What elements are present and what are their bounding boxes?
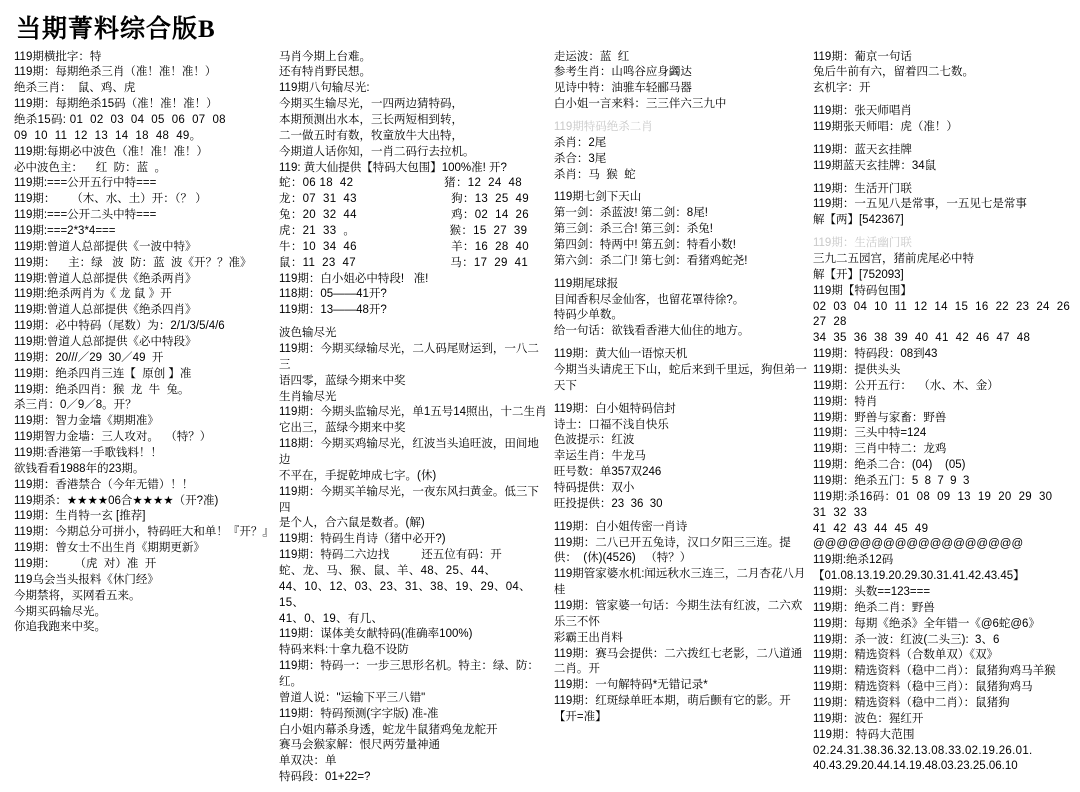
line: 119期:曾道人总部提供《一波中特》 bbox=[14, 240, 197, 253]
line: 白小姐内幕杀身透，蛇龙牛鼠猪鸡兔龙舵开 bbox=[279, 723, 498, 736]
line: 欲钱看看1988年的23期。 bbox=[14, 462, 145, 475]
line: 119期：公开五行： （水、木、金） bbox=[812, 379, 999, 392]
line: 见诗中特：油骓车轻郦马器 bbox=[553, 82, 692, 95]
line: 119期：13——48开? bbox=[279, 304, 387, 317]
line: 09 10 11 12 13 14 18 48 49。 bbox=[14, 129, 202, 142]
line: @@@@@@@@@@@@@@@@@@ bbox=[812, 538, 1024, 551]
line: 02 03 04 10 11 12 14 15 16 22 23 24 26 27 28 bbox=[812, 300, 1078, 329]
line: 119期：三头中特=124 bbox=[812, 427, 927, 440]
line: 119期：智力金墙《期期准》 bbox=[14, 415, 159, 428]
line: 119期：蓝天玄挂牌 bbox=[812, 143, 912, 156]
line: 119期：特码预测(字字版) 准-准 bbox=[279, 707, 439, 720]
line: 给一句话：欲钱看香港大仙住的地方。 bbox=[553, 325, 750, 338]
line: 118期：05——41开? bbox=[279, 288, 387, 301]
line: 119期：一句解特码*无错记录* bbox=[553, 679, 708, 692]
line: 40.43.29.20.44.14.19.48.03.23.25.06.10 bbox=[812, 760, 1018, 773]
line: 119期杀：★★★★06合★★★★（开?准) bbox=[14, 494, 219, 507]
line: 119期：生活开门联 bbox=[812, 182, 912, 195]
line: 杀合：3尾 bbox=[553, 152, 607, 165]
line: 虎：21 33 。 猴：15 27 39 bbox=[279, 224, 528, 237]
column-3 bbox=[554, 50, 813, 726]
line: 119期：三肖中特二：龙鸡 bbox=[812, 443, 947, 456]
line: 02.24.31.38.36.32.13.08.33.02.19.26.01. bbox=[812, 744, 1033, 757]
line: 119期：管家婆一句话：今期生法有红波，二六欢乐三不怀 bbox=[553, 600, 803, 628]
line: 彩霸王出肖料 bbox=[553, 631, 623, 644]
line: 119期：每期《绝杀》全年错一《@6蛇@6》 bbox=[812, 617, 1040, 630]
line: 119期：每期绝杀三肖（准！准！准！） bbox=[14, 66, 217, 79]
line: 119期智力金墙：三人攻对。 （特？） bbox=[14, 431, 212, 444]
line: 语四零，蓝绿今期来中奖 bbox=[279, 374, 406, 387]
line: 119期：今期总分可拼小，特码旺大和单！『开？』 bbox=[14, 526, 274, 539]
line: 119期：二八已开五兔诗，汉口夕阳三三连。提供： (休)(4526) （特？） bbox=[553, 536, 791, 565]
line: 119期:曾道人总部提供《绝杀两肖》 bbox=[14, 272, 197, 285]
line: 119期：一五见八是常事，一五见七是常事 bbox=[812, 198, 1027, 211]
line: 生肖输尽光 bbox=[279, 390, 337, 403]
line: 119期管家婆水机:闻远秋水三连三，二月杏花八月桂 bbox=[553, 568, 806, 597]
line: 119期：每期绝杀15码（准！准！准！） bbox=[14, 98, 218, 111]
line: 119期：绝杀四肖：猴 龙 牛 兔。 bbox=[14, 383, 190, 396]
line: 白小姐一言来料：三三伴六三九中 bbox=[553, 98, 727, 111]
line: 第一剑：杀蓝波! 第二剑：8尾! bbox=[553, 207, 708, 220]
line: 119期：特码大范围 bbox=[812, 728, 915, 741]
line: 119期：精选资料（稳中三肖）：鼠猪狗鸡马 bbox=[812, 681, 1033, 694]
line: 今期买码输尽光。 bbox=[14, 605, 106, 618]
line: 119乌会当头报料《休门经》 bbox=[14, 573, 159, 586]
line: 鼠：11 23 47 马：17 29 41 bbox=[279, 256, 529, 269]
line: 119期：今期买绿输尽光，二人码尾财运到，一八二三 bbox=[279, 342, 539, 371]
line: 绝杀15码: 01 02 03 04 05 06 07 08 bbox=[14, 113, 226, 126]
line: 它出三，蓝绿今期来中奖 bbox=[279, 422, 406, 435]
line: 目闻香积尽金仙客，也留花罩待徐?。 bbox=[553, 293, 745, 306]
line: 旺投提供：23 36 30 bbox=[553, 497, 663, 510]
line: 119期：必中特码（尾数）为：2/1/3/5/4/6 bbox=[14, 320, 225, 333]
line: 119期： （木、水、土）开：（？ ） bbox=[14, 193, 207, 206]
line: 41 42 43 44 45 49 bbox=[812, 522, 929, 535]
line: 119期：特码段：08到43 bbox=[812, 348, 938, 361]
line: 41、0、19、有几、 bbox=[279, 612, 384, 625]
line: 119期：今期买羊输尽光，一夜东风扫黄金。低三下四 bbox=[279, 485, 539, 514]
line: 119期：白小姐特码信封 bbox=[553, 402, 676, 415]
line: 119期：野兽与家畜：野兽 bbox=[812, 411, 947, 424]
line: 119期尾球报 bbox=[553, 277, 619, 290]
line: 119期:杀16码：01 08 09 13 19 20 29 30 31 32 33 bbox=[812, 490, 1060, 519]
line: 参考生肖：山鸣谷应身蠲达 bbox=[553, 66, 692, 79]
line: 二一做五时有数，牧童放牛大出特， bbox=[279, 129, 464, 142]
line: 119期蓝天玄挂牌：34鼠 bbox=[812, 159, 937, 172]
line: 119期:曾道人总部提供《绝杀四肖》 bbox=[14, 304, 197, 317]
line: 旺号数：单357双246 bbox=[553, 466, 662, 479]
line: 119期：绝杀二肖：野兽 bbox=[812, 601, 935, 614]
column-1 bbox=[14, 50, 279, 637]
page-title: 当期菁料综合版B bbox=[16, 16, 216, 43]
line: 119期【特码包围】 bbox=[812, 284, 912, 297]
line: 蛇、龙、马、猴、鼠、羊、48、25、44、 bbox=[279, 565, 497, 577]
line: 119期:每期必中波色（准！准！准！） bbox=[14, 145, 209, 158]
line: 本期预测出水本，三长两短相到转， bbox=[279, 113, 464, 126]
line: 走运波：蓝 红 bbox=[553, 50, 630, 63]
line: 119期：葡京一句话 bbox=[812, 50, 912, 63]
line: 119期：绝杀五门：5 8 7 9 3 bbox=[812, 474, 970, 487]
line: 绝杀三肖： 鼠、鸡、虎 bbox=[14, 82, 136, 95]
line: 119期:===2*3*4=== bbox=[14, 224, 116, 237]
line: 119期：提供头头 bbox=[812, 363, 901, 376]
line: 赛马会猴家解：恨尺两劳量神通 bbox=[279, 739, 441, 752]
line: 119期:绝杀两肖为《 龙 鼠 》开 bbox=[14, 288, 172, 301]
line: 119期：特码生肖诗（猪中必开?) bbox=[279, 533, 446, 546]
line: 特码段：01+22=? bbox=[279, 771, 371, 784]
column-2 bbox=[279, 50, 554, 787]
line: 兔后牛前有六，留着四二七数。 bbox=[812, 66, 974, 79]
line: 119: 黄大仙提供【特码大包围】100%准! 开? bbox=[279, 161, 507, 174]
line: 今期禁将，买网看五来。 bbox=[14, 589, 141, 602]
line: 119期横批字：特 bbox=[14, 50, 102, 63]
line: 龙：07 31 43 狗：13 25 49 bbox=[279, 193, 529, 206]
line: 119期：张天师唱肖 bbox=[812, 105, 912, 118]
line: 119期：杀一波：红波(二头三): 3、6 bbox=[812, 633, 1000, 646]
line: 119期：黄大仙一语惊天机 bbox=[553, 348, 688, 361]
line: 119期：特肖 bbox=[812, 395, 878, 408]
line: 波色输尽光 bbox=[279, 327, 337, 340]
line: 119期：绝杀四肖三连【 原创 】准 bbox=[14, 367, 192, 380]
line: 今期买生输尽光，一四两边猜特码， bbox=[279, 98, 464, 111]
line: 不平在，手捉乾坤成七字。(休) bbox=[279, 469, 437, 482]
line: 第四剑：特两中! 第五剑：特看小数! bbox=[553, 238, 736, 251]
line: 119期特码绝杀二肖 bbox=[553, 120, 653, 133]
line: 单双决：单 bbox=[279, 755, 337, 768]
line: 119期：谋体美女献特码(准确率100%) bbox=[279, 628, 473, 641]
line: 119期： 主：绿 波 防：蓝 波《开？？准》 bbox=[14, 256, 252, 269]
line: 幸运生肖：牛龙马 bbox=[553, 450, 646, 463]
line: 119期：精选资料（稳中二肖）：鼠猪狗 bbox=[812, 697, 1010, 710]
line: 你追我跑来中奖。 bbox=[14, 621, 106, 634]
line: 119期:曾道人总部提供《必中特段》 bbox=[14, 335, 197, 348]
line: 马肖今期上台难。 bbox=[279, 50, 372, 63]
line: 119期：头数==123=== bbox=[812, 586, 931, 598]
line: 三九二五园宫，猪前虎尾必中特 bbox=[812, 252, 974, 265]
line: 119期：20///／29 30／49 开 bbox=[14, 351, 164, 364]
line: 119期:香港第一手歌钱料！！ bbox=[14, 446, 163, 459]
line: 诗士：口福不浅自快乐 bbox=[553, 418, 669, 431]
line: 119期：生肖特一玄 [推荐] bbox=[14, 510, 146, 523]
line: 特码来料:十拿九稳不设防 bbox=[279, 644, 409, 657]
line: 杀肖：马 猴 蛇 bbox=[553, 168, 636, 181]
line: 119期：红斑绿单旺本期，萌后颤有它的影。开【开=准】 bbox=[553, 695, 791, 724]
line: 今期道人话你知，一肖二码行去拉机。 bbox=[279, 145, 475, 158]
line: 必中波色主： 红 防：蓝 。 bbox=[14, 161, 167, 174]
line: 杀三肖：0／9／8。开？ bbox=[14, 399, 137, 412]
line: 今期当头请虎王下山，蛇后来到千里远，狗但弟一天下 bbox=[553, 363, 807, 392]
line: 兔：20 32 44 鸡：02 14 26 bbox=[279, 209, 529, 222]
line: 119期：特码二六边找 还五位有码：开 bbox=[279, 549, 502, 562]
line: 还有特肖野民想。 bbox=[279, 66, 372, 79]
line: 119期:===公开五行中特=== bbox=[14, 177, 157, 190]
line: 牛：10 34 46 羊：16 28 40 bbox=[279, 240, 529, 253]
line: 44、10、12、03、23、31、38、19、29、04、15、 bbox=[279, 580, 531, 609]
line: 119期：曾女士不出生肖《期期更新》 bbox=[14, 542, 205, 555]
line: 34 35 36 38 39 40 41 42 46 47 48 bbox=[812, 332, 1031, 345]
line: 解【开】[752093] bbox=[812, 268, 904, 281]
line: 119期：精选资料（合数单双）《双》 bbox=[812, 649, 999, 662]
column-4 bbox=[812, 50, 1078, 776]
content-columns bbox=[14, 50, 1078, 792]
line: 119期八句输尽光: bbox=[279, 82, 370, 95]
line: 119期七剑下天山 bbox=[553, 191, 642, 204]
line: 119期：精选资料（稳中二肖）：鼠猪狗鸡马羊猴 bbox=[812, 665, 1056, 678]
line: 119期：绝杀二合：(04) (05) bbox=[812, 459, 966, 472]
line: 解【两】[542367] bbox=[812, 214, 904, 227]
line: 119期：波色：猩红开 bbox=[812, 712, 924, 725]
line: 119期张天师唱：虎（准！） bbox=[812, 120, 958, 133]
line: 杀肖：2尾 bbox=[553, 136, 607, 149]
line: 特码少单数。 bbox=[553, 309, 623, 322]
line: 是个人，合六鼠是数者。(解) bbox=[279, 517, 425, 530]
line: 119期：赛马会提供：二六拨红七老影，二八道通二肖。开 bbox=[553, 647, 803, 676]
line: 119期：生活幽门联 bbox=[812, 237, 912, 250]
line: 色波提示：红波 bbox=[553, 434, 635, 447]
line: 蛇：06 18 42 猪：12 24 48 bbox=[279, 177, 522, 190]
line: 119期：香港禁合（今年无错）！！ bbox=[14, 478, 194, 491]
line: 119期：特码一：一步三思形名机。特主：绿、防：红。 bbox=[279, 660, 539, 689]
line: 特码提供：双小 bbox=[553, 481, 635, 494]
line: 第三剑：杀三合! 第三剑：杀兔! bbox=[553, 223, 713, 236]
line: 119期： （虎 对）准 开 bbox=[14, 558, 157, 570]
line: 119期：白小姐必中特段! 准! bbox=[279, 272, 429, 285]
line: 119期：白小姐传密一肖诗 bbox=[553, 520, 688, 533]
line: 玄机字：开 bbox=[812, 82, 871, 95]
line: 119期:绝杀12码【01.08.13.19.20.29.30.31.41.42.43.45】 bbox=[812, 554, 1025, 583]
line: 第六剑：杀二门! 第七剑：看猪鸡蛇尧! bbox=[553, 254, 748, 267]
line: 118期：今期买鸡输尽光，红波当头追旺波，田间地边 bbox=[279, 438, 539, 466]
line: 119期:===公开二头中特=== bbox=[14, 209, 157, 222]
line: 119期：今期头监输尽光，单1五号14照出，十二生肖 bbox=[279, 406, 547, 419]
line: 曾道人说："运输下平三八错" bbox=[279, 691, 426, 704]
